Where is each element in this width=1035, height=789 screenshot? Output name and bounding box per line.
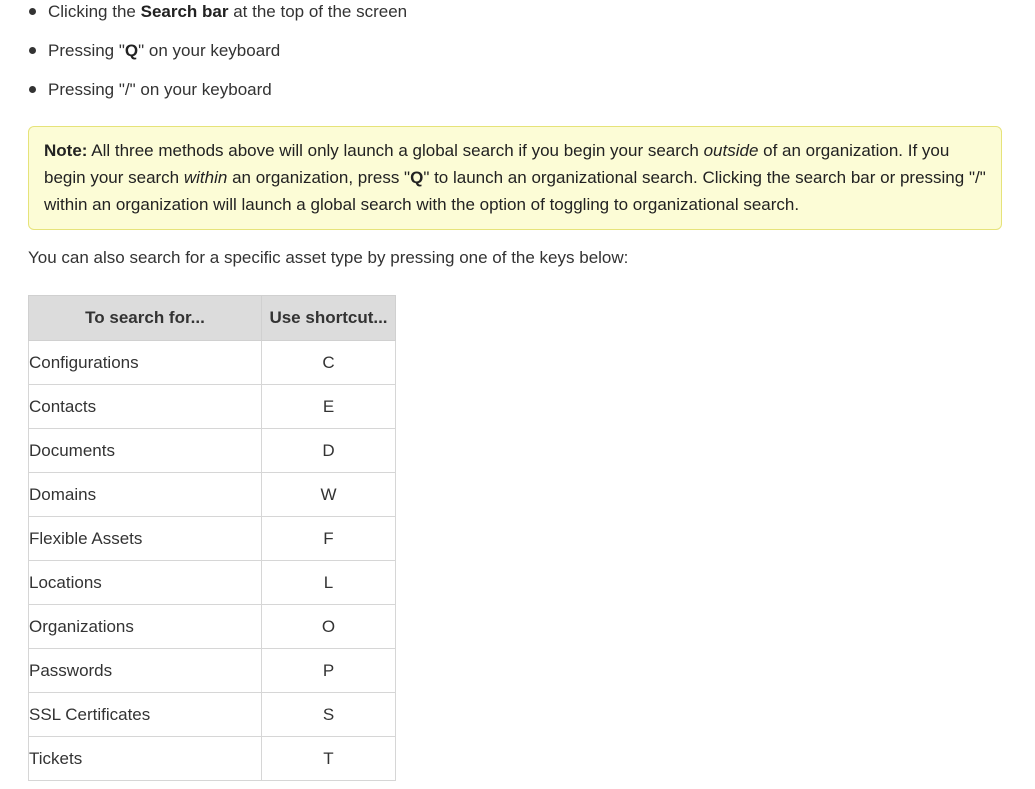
list-item-text: Pressing "/" on your keyboard [48, 80, 272, 99]
asset-type-cell: Domains [29, 473, 262, 517]
table-row [29, 385, 396, 429]
table-row [29, 649, 396, 693]
search-methods-list [0, 0, 407, 109]
table-row [29, 429, 396, 473]
asset-type-cell: Configurations [29, 341, 262, 385]
bullet-icon [29, 8, 36, 15]
shortcut-key-cell: O [262, 605, 396, 649]
note-emphasis: within [183, 168, 228, 187]
shortcut-key-cell: C [262, 341, 396, 385]
shortcut-key-cell: L [262, 561, 396, 605]
list-item [0, 0, 407, 31]
asset-type-cell: Organizations [29, 605, 262, 649]
shortcut-key-cell: P [262, 649, 396, 693]
asset-type-cell: SSL Certificates [29, 693, 262, 737]
note-text-part: of an organization. If you begin your search [44, 141, 950, 187]
column-header-shortcut: Use shortcut... [262, 296, 396, 341]
note-callout [28, 126, 1002, 230]
table-row [29, 341, 396, 385]
list-item-text: Clicking the [48, 2, 141, 21]
note-text-part: an organization, press " [227, 168, 411, 187]
column-header-item: To search for... [29, 296, 262, 341]
shortcut-key-cell: F [262, 517, 396, 561]
list-item-text: Pressing " [48, 41, 125, 60]
note-label: Note: [44, 141, 88, 160]
asset-type-cell: Contacts [29, 385, 262, 429]
asset-type-cell: Passwords [29, 649, 262, 693]
shortcut-table [28, 295, 396, 781]
note-key: Q [410, 168, 424, 187]
note-text [44, 137, 987, 218]
bullet-icon [29, 86, 36, 93]
asset-type-cell: Flexible Assets [29, 517, 262, 561]
bullet-icon [29, 47, 36, 54]
list-item-text: at the top of the screen [228, 2, 408, 21]
asset-type-cell: Tickets [29, 737, 262, 781]
table-row [29, 737, 396, 781]
table-row [29, 605, 396, 649]
asset-type-cell: Documents [29, 429, 262, 473]
intro-text: You can also search for a specific asset type by pressing one of the keys below: [28, 248, 629, 267]
note-text-part: All three methods above will only launch a global search if you begin your search [87, 141, 704, 160]
table-row [29, 561, 396, 605]
table-row [29, 693, 396, 737]
shortcut-key-cell: D [262, 429, 396, 473]
note-emphasis: outside [703, 141, 759, 160]
list-item-text: " on your keyboard [138, 41, 281, 60]
note-text-part: " to launch an organizational search. Clicking the search bar or pressing "/" within an organization will launch a global search with the option of toggling to organizational search. [44, 168, 986, 214]
list-item-bold: Q [124, 41, 139, 60]
shortcut-key-cell: E [262, 385, 396, 429]
table-row [29, 517, 396, 561]
shortcut-key-cell: T [262, 737, 396, 781]
table-row [29, 473, 396, 517]
list-item-bold: Search bar [140, 2, 229, 21]
shortcut-key-cell: W [262, 473, 396, 517]
list-item [0, 31, 407, 70]
table-header-row [29, 296, 396, 341]
shortcut-key-cell: S [262, 693, 396, 737]
asset-type-cell: Locations [29, 561, 262, 605]
list-item [0, 70, 407, 109]
